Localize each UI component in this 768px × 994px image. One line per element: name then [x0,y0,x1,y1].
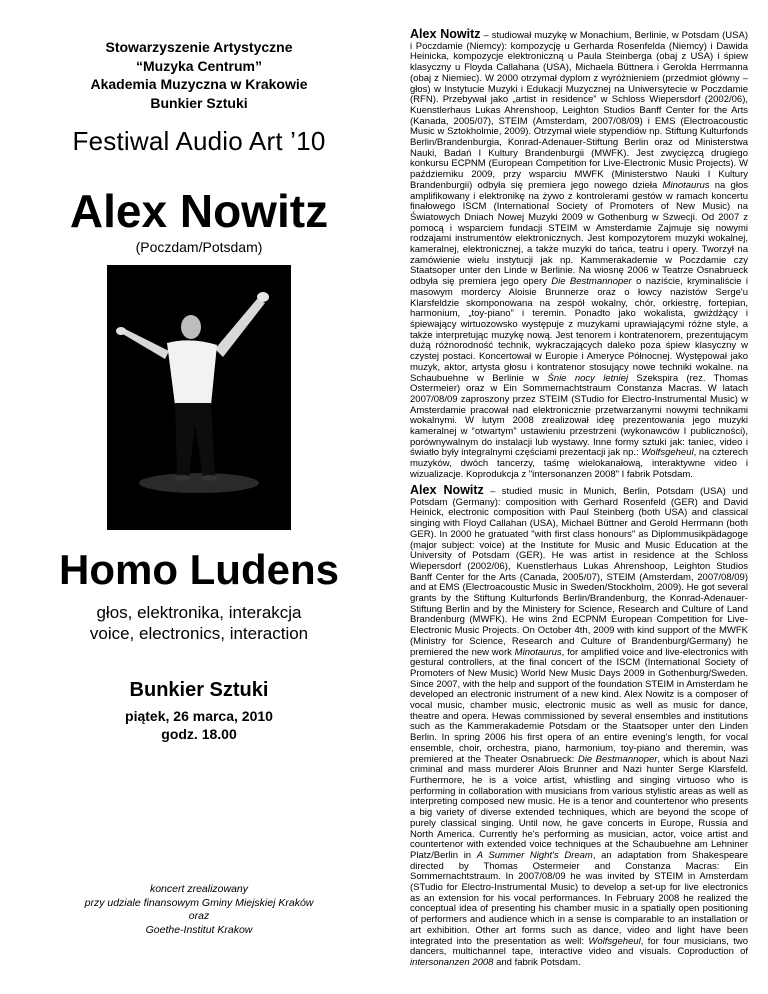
bio-text: o naziście, kryminaliście i masowym mordercy Aloisie Brunnerze oraz o łowcy nazistów Serge'u Klarsfeldzie skomponowana na zespół wokalny, chór, orkiestrę, fortepian, harmonium, „toy-piano” i teremin. Ponadto jako wokalista, gwiżdżący i śpiewający wirtuozowsko występuje z muzykami uprawiającymi różne style, a także interpretując muzykę nową. Jest tenorem i kontratenorem, prezentującym dużą różnorodność technik, wykraczających daleko poza śpiew klasyczny w czystej postaci. Koncertował w Europie i Ameryce Północnej. Występował jako muzyk, aktor, artysta głosu i kontratenor stosujący nowe techniki wokalne. na Schaubuehne w Berlinie w [410,276,748,384]
work-title-inline: Śnie nocy letniej [547,372,629,384]
bio-english [410,485,748,969]
event-datetime [0,707,398,743]
work-subtitle-en: voice, electronics, interaction [89,624,309,643]
bio-text: na głos amplifikowany i elektronikę na żywo z kontrolerami gestów w ramach koncertu finałowego ISCM (International Society of Promoters of New Music) na Światowych Dniach Nowej Muzyki 2009 w Gothenburg w Szwecji. Od 2007 z pomocą i wsparciem fundacji STEIM w Amsterdamie Zajmuje się nowymi rodzajami instrumentów elektronicznych. Jest kompozytorem muzyki wokalnej, kameralnej, elektronicznej, a także muzyki do tańca, teatru i opery. Tworzył na zamówienie wielu instytucji jak np. Kammerakademie w Poczdamie czy Staatsoper unter den Linde w Berlinie. Na wiosnę 2006 w Teatrze Osnabrueck odbyła się premiera jego opery [410,179,748,288]
work-title: Homo Ludens [59,546,339,593]
bio-text: Szekspira (rez. Thomas Ostermeier) oraz w Ein Sommernachtstraum Constanza Macras. W latach 2007/08/09 zaproszony przez STEIM (STudio for Electro-Instrumental Music) w Amsterdamie pracował nad elektronicznie przetwarzanymi nowymi technikami wokalnymi. W lutym 2008 zrealizował ideę prezentowania jego muzyki kameralnej w “otwartym” ustawieniu przestrzeni (wykonawców I publiczności), porównywalnym do instalacji lub wystawy. Inne formy sztuki jak: taniec, video i światło były integralnymi częściami prezentacji jak np.: [410,372,748,459]
sponsor-line: Goethe-Institut Krakow [145,923,253,936]
event-date: piątek, 26 marca, 2010 [125,708,273,724]
performer-silhouette-icon [107,265,291,530]
bio-text: – studiował muzykę w Monachium, Berlinie, w Potsdam (USA) i Poczdamie (Niemcy): kompozycję u Gerharda Rosenfelda (Niemcy) i Dawida Heinicka, kompozycje elektroniczną u Paula Steinberga (obaj z USA) i śpiew klasyczny u Floyda Callahana (USA), Michaela Büttnera i Gerolda Herrmanna (obaj z Niemiec). W 2000 otrzymał dyplom z wyróżnieniem (przedmiot główny – głos) w Instytucie Muzyki i Edukacji Muzycznej na Uniwersytecie w Poczdamie (RFN). Przebywał jako „artist in residence” w Schloss Wiepersdorf (2002/06), Kuenstlerhaus Lukas Ahrenshoop, Leighton Studios Banff Center for the Arts (Kanada, 2005/07), STEIM (Amsterdam, 2007/08/09) i EMS (Electroacoustic Music w Sztokholmie, 2009). Otrzymał wiele stypendiów np. Stiftung Kulturfonds Berlin/Brandenburgia, Konrad-Adenauer-Stiftung Berlin oraz od Ministerstwa Nauki, Badań I Kultury Brandenburgii (MWFK). Jest zwycięzcą drugiego konkursu ECPNM (European Competition for Live-Electronic Music Projects). W październiku 2009, przy wsparciu MWFK (Ministerstwo Nauki I Kultury Brandenburgii) odbyła się premiera jego nowego dzieła [410,30,748,191]
bio-text: , for four musicians, two dancers, multichannel tape, interactive video and visuals. Coproduction of [410,935,748,958]
organizer-line: Bunkier Sztuki [150,94,248,111]
work-title-inline: Wolfsgeheul [588,935,641,947]
performer-photo [107,265,291,530]
organizer-line: “Muzyka Centrum” [135,57,263,74]
organizer-line: Akademia Muzyczna w Krakowie [90,76,308,92]
work-title-inline: intersonanzen 2008 [410,956,494,968]
work-title-inline: Die Bestmannoper [551,276,632,288]
sponsor-line: oraz [188,910,210,922]
work-subtitle-pl: głos, elektronika, interakcja [96,603,302,622]
artist-name: Alex Nowitz [69,185,329,237]
sponsor-note [60,883,338,937]
sponsor-line: przy udziale finansowym Gminy Miejskiej Kraków [84,896,314,909]
work-title-inline: A Summer Night's Dream [476,849,593,861]
bio-polish [410,29,748,481]
event-venue: Bunkier Sztuki [129,679,269,701]
work-title-inline: Minotaurus [514,646,562,658]
artist-location: (Poczdam/Potsdam) [135,239,263,255]
festival-title: Festiwal Audio Art ’10 [72,126,326,156]
bio-text: , an adaptation from Shakespeare directed by Thomas Ostermeier and Constanza Macras: Ein Sommernachtstraum. In 2007/08/09 he was invited by STEIM in Amsterdam (STudio for Electro-Instrumental Music) to develop a set-up for live electronics as an extension for his vocal performances. In February 2008 he realized the conceptual idea of presenting his chamber music in a spatially open positioning of performers and audience which in a sense is comparable to an installation or art exhibition. Other art forms such as dance, video and light have been integrated into the presentation as well: [410,849,748,947]
bio-text: – studied music in Munich, Berlin, Potsdam (USA) und Potsdam (Germany): composition with Gerhard Rosenfeld (GER) and David Heinick, electronic composition with Paul Steinberg (both USA) and classical singing with Floyd Callahan (USA), Michael Büttner and Gerold Herrmann (both GER). In 2000 he gratuated "with first class honours" as Diplommusikpädagoge (major subject: voice) at the Institute for Music and Music Education at the University of Potsdam (GER). He was artist in residence at the Schloss Wiepersdorf (2002/06), Kuenstlerhaus Lukas Ahrenshoop, Leighton Studios Banff Center for the Arts (Canada, 2005/07), STEIM (Amsterdam, 2007/08/09) and at EMS (Electroacoustic Music in Sweden/Stockholm, 2009). He got several grants by the Stiftung Kulturfonds Berlin/Brandenburg, the Konrad-Adenauer-Stiftung Berlin and by the Ministery for Science, Research and Culture of Land Brandenburg (MWFK). He wins 2nd ECPNM European Competition for Live-Electronic Music Projects. On October 4th, 2009 with kind support of the MWFK (Ministry for Science, Research and Culture of Brandenburg/Germany) he premiered the new work [410,486,748,658]
bio-text: , for amplified voice and live-electronics with gestural controllers, at the final concert of the ISCM (International Society of Promoters of New Music) World New Music Days 2009 in Gothenburg/Sweden. Since 2007, with the help and support of the foundation STEIM in Amsterdam he developed an electronic instrument of a new kind. Alex Nowitz is a composer of vocal music, chamber music, electronic music as well as music for dance, theatre and opera. Hewas commissioned by several ensembles and institutions such as the Kammerakademie Potsdam or the Staatsoper unter den Linden Berlin. In spring 2006 his first opera of an entire evening's length, for vocal ensemble, choir, orchestra, piano, harmonium, toy-piano and theremin, was premiered at the Theater Osnabrueck: [410,646,748,765]
bio-text: , na czterech muzyków, dwóch tancerzy, taśmę wielokanałową, interaktywne video i wizualizacje. Koprodukcja z "intersonanzen 2008" I fabrik Potsdam. [410,447,748,480]
bio-text: and fabrik Potsdam. [493,956,581,968]
bio-lead-name: Alex Nowitz [410,483,484,497]
sponsor-line: koncert zrealizowany [149,883,249,895]
work-subtitle [0,602,398,644]
work-title-inline: Wolfsgeheul [641,447,694,459]
bio-lead-name: Alex Nowitz [410,27,481,41]
work-title-inline: Minotaurus [662,179,710,191]
right-column [410,0,748,994]
bio-text: , which is about Nazi criminal and mass murderer Alois Brunner and Nazi hunter Serge Klarsfeld. Furthermore, he is a voice artist, whistling and singing virtuoso who is performing in collaboration with musicians from various stylistic areas as well as interpreting composed new music. He is a tenor and countertenor who presents a big variety of diverse extended techniques, which are beyond the scope of purely classical singing. Until now, he gave concerts in Europe, Russia and North America. Currently he's performing as musician, actor, voice artist and countertenor with extended voice techniques at the Schaubuehne am Lehniner Platz/Berlin in [410,753,748,861]
work-title-inline: Die Bestmannoper [577,753,658,765]
event-time: godz. 18.00 [161,726,237,742]
organizer-line: Stowarzyszenie Artystyczne [105,39,293,55]
organizers-block [60,38,338,112]
